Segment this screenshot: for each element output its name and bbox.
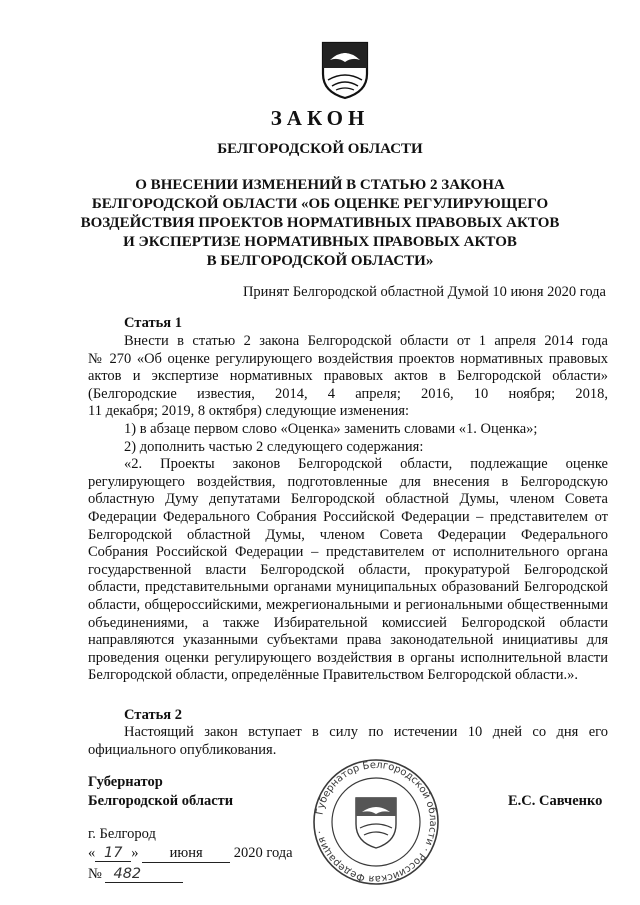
law-title-line: ВОЗДЕЙСТВИЯ ПРОЕКТОВ НОРМАТИВНЫХ ПРАВОВЫХ АКТОВ [80, 215, 560, 231]
article-1-body [88, 333, 608, 685]
article-1-line: области, общероссийскими, межрегиональными и региональными общественными [88, 596, 608, 613]
article-1-line: Федерации Федерального Собрания Российской Федерации – представителем от [88, 508, 608, 525]
date-month: июня [142, 845, 230, 863]
coat-of-arms-emblem [320, 40, 370, 100]
article-1-line: направляются указанными субъектами права законодательной инициативы для [88, 632, 608, 649]
article-1-line: Внести в статью 2 закона Белгородской области от 1 апреля 2014 года [124, 333, 608, 349]
law-title-line: В БЕЛГОРОДСКОЙ ОБЛАСТИ» [206, 253, 434, 269]
article-1-line: Белгородской области, определённые Правительством Белгородской области.». [88, 667, 579, 684]
article-1-line: 1) в абзаце первом слово «Оценка» заменить словами «1. Оценка»; [124, 420, 538, 437]
article-1-line: № 270 «Об оценке регулирующего воздействия проектов нормативных правовых [88, 350, 608, 367]
number-label: № [88, 866, 102, 882]
article-1-line: Собрания Российской Федерации – представителем от исполнительного органа [88, 544, 608, 561]
signatory-title-line: Белгородской области [88, 793, 234, 809]
signatory-title-line: Губернатор [88, 774, 163, 790]
article-1-line: проведения оценки регулирующего воздействия в органы исполнительной власти [88, 649, 608, 666]
place-of-signing: г. Белгород [88, 826, 156, 842]
article-1-line: объединениями, а также Избирательной комиссией Белгородской области [88, 614, 608, 631]
article-1-line: 11 декабря; 2019, 8 октября) следующие изменения: [88, 403, 410, 420]
article-1-line: «2. Проекты законов Белгородской области, подлежащие оценке [124, 456, 608, 473]
date-day: 17 [95, 845, 131, 862]
adoption-note: Принят Белгородской областной Думой 10 июня 2020 года [242, 284, 606, 300]
article-1-line: 2) дополнить частью 2 следующего содержания: [124, 438, 424, 455]
article-1-heading: Статья 1 [124, 315, 182, 331]
article-1-line: (Белгородские известия, 2014, 4 апреля; 2016, 10 ноября; 2018, [88, 385, 608, 402]
region-heading: БЕЛГОРОДСКОЙ ОБЛАСТИ [217, 141, 423, 157]
date-year: 2020 года [233, 845, 293, 861]
law-title-line: О ВНЕСЕНИИ ИЗМЕНЕНИЙ В СТАТЬЮ 2 ЗАКОНА [135, 177, 505, 193]
signatory-name: Е.С. Савченко [508, 793, 603, 809]
article-2-heading: Статья 2 [124, 707, 182, 723]
article-1-line: Белгородской областной Думы, членом Совета Федерации Федерального [88, 526, 608, 543]
date-close-quote: » [131, 845, 139, 861]
law-number [88, 866, 183, 883]
article-2-body [88, 724, 608, 759]
seal-ring-text: Губернатор Белгородской области · Российская Федерация · [314, 759, 439, 885]
article-1-line: регулирующего воздействия, подготовленные для внесения в Белгородскую [88, 473, 608, 490]
official-seal [312, 758, 440, 886]
article-1-line: государственной власти Белгородской области, прокуратурой Белгородской [88, 561, 608, 578]
date-open-quote: « [88, 845, 96, 861]
article-2-line: официального опубликования. [88, 741, 277, 758]
law-title-line: БЕЛГОРОДСКОЙ ОБЛАСТИ «ОБ ОЦЕНКЕ РЕГУЛИРУЮЩЕГО [91, 196, 549, 212]
signing-date [88, 845, 293, 863]
document-type-heading: ЗАКОН [270, 106, 370, 130]
law-title-line: И ЭКСПЕРТИЗЕ НОРМАТИВНЫХ ПРАВОВЫХ АКТОВ [123, 234, 517, 250]
signatory-title [88, 773, 233, 811]
article-1-line: области, представительными органами муниципальных образований Белгородской [88, 579, 608, 596]
law-title [0, 176, 640, 271]
number-value: 482 [105, 866, 183, 883]
article-1-line: областную Думу депутатами Белгородской областной Думы, членом Совета [88, 491, 608, 508]
article-1-line: актов и экспертизе нормативных правовых актов в Белгородской области» [88, 368, 608, 385]
article-2-line: Настоящий закон вступает в силу по истечении 10 дней со дня его [124, 724, 608, 740]
